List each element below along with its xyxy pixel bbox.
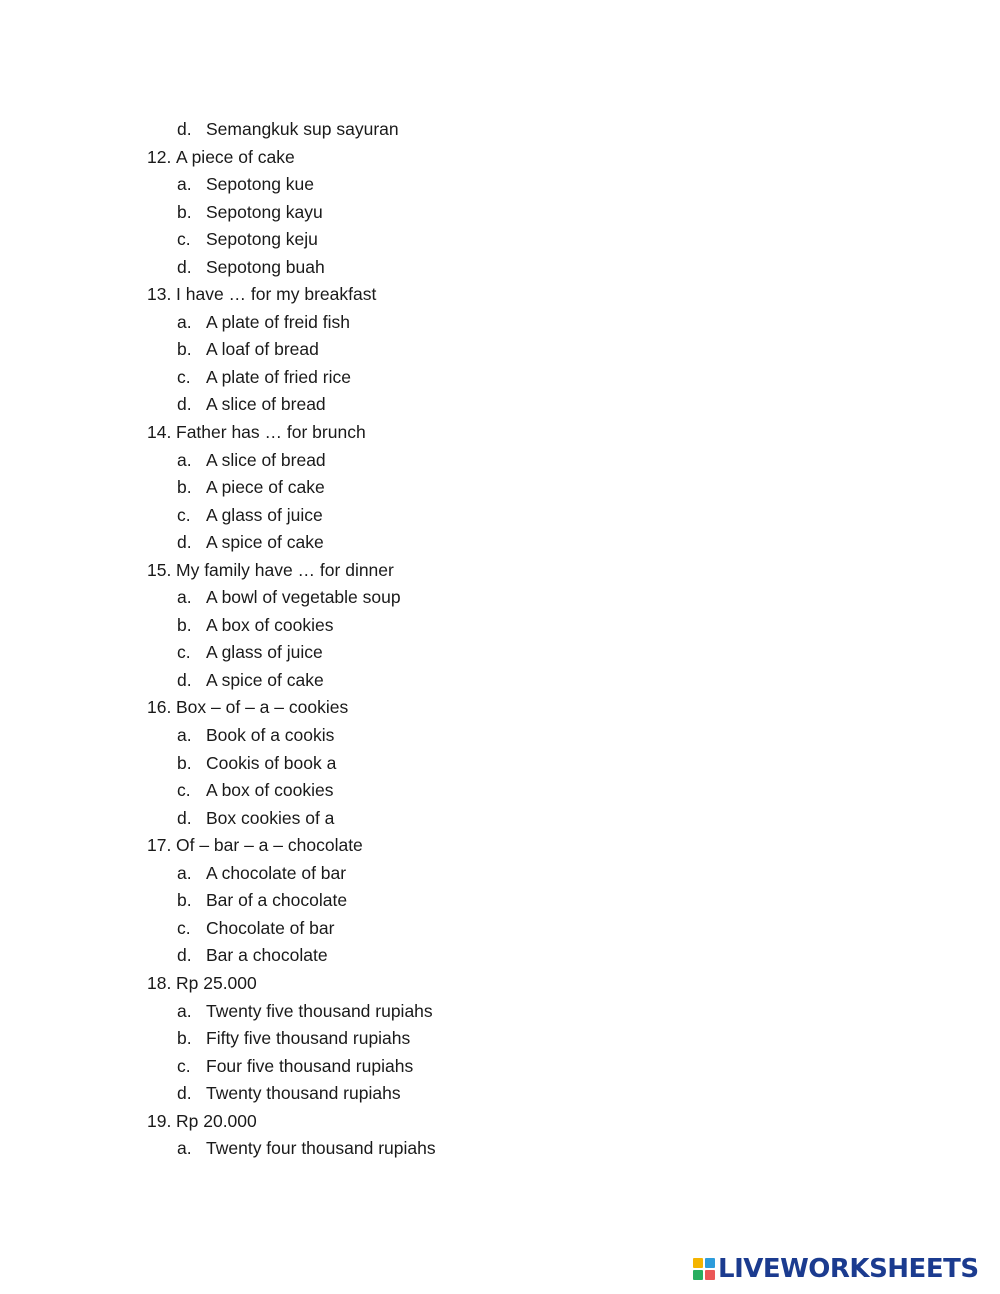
option-text: Semangkuk sup sayuran	[206, 119, 399, 139]
option-letter: d.	[177, 119, 192, 139]
answer-option	[0, 1025, 1000, 1053]
option-text: Sepotong kue	[206, 174, 315, 195]
answer-option	[0, 502, 1000, 530]
answer-option	[0, 805, 1000, 833]
option-letter: c.	[177, 780, 191, 801]
question-line	[0, 557, 1000, 585]
question-number: 17.	[147, 835, 172, 856]
answer-option	[0, 887, 1000, 915]
question-text: Box – of – a – cookies	[176, 697, 349, 718]
option-text: A glass of juice	[206, 642, 323, 663]
option-letter: a.	[177, 1000, 192, 1021]
question-text: Of – bar – a – chocolate	[176, 835, 363, 856]
question-text: Rp 20.000	[176, 1110, 257, 1131]
answer-option	[0, 639, 1000, 667]
option-text: Twenty four thousand rupiahs	[206, 1138, 436, 1159]
option-letter: b.	[177, 614, 192, 635]
answer-option	[0, 391, 1000, 419]
option-text: Sepotong keju	[206, 229, 318, 250]
option-letter: c.	[177, 1055, 191, 1076]
question-number: 13.	[147, 284, 172, 305]
option-text: A loaf of bread	[206, 339, 319, 360]
answer-option	[0, 1135, 1000, 1163]
option-letter: d.	[177, 532, 192, 553]
option-letter: a.	[177, 449, 192, 470]
option-text: Book of a cookis	[206, 725, 335, 746]
option-letter: d.	[177, 394, 192, 415]
question-number: 14.	[147, 422, 172, 443]
option-letter: b.	[177, 201, 192, 222]
answer-option	[0, 171, 1000, 199]
option-text: A box of cookies	[206, 780, 334, 801]
option-letter: c.	[177, 504, 191, 525]
option-letter: b.	[177, 752, 192, 773]
option-text: A piece of cake	[206, 477, 325, 498]
option-text: Fifty five thousand rupiahs	[206, 1028, 411, 1049]
answer-option	[0, 529, 1000, 557]
answer-option	[0, 612, 1000, 640]
option-text: Twenty thousand rupiahs	[206, 1083, 401, 1104]
logo-text: LIVEWORKSHEETS	[718, 1254, 979, 1284]
answer-option	[0, 1053, 1000, 1081]
option-text: Box cookies of a	[206, 807, 335, 828]
option-letter: a.	[177, 725, 192, 746]
question-text: My family have … for dinner	[176, 559, 394, 580]
logo-square-icon	[693, 1270, 703, 1280]
option-letter: a.	[177, 174, 192, 195]
option-letter: d.	[177, 1083, 192, 1104]
option-letter: d.	[177, 256, 192, 277]
answer-option	[0, 447, 1000, 475]
option-text: A plate of fried rice	[206, 366, 351, 387]
option-text: A spice of cake	[206, 532, 324, 553]
option-letter: a.	[177, 587, 192, 608]
question-number: 18.	[147, 972, 172, 993]
option-text: A plate of freid fish	[206, 311, 350, 332]
option-text: Sepotong buah	[206, 256, 325, 277]
option-text: A spice of cake	[206, 669, 324, 690]
question-text: I have … for my breakfast	[176, 284, 377, 305]
question-number: 16.	[147, 697, 172, 718]
option-text: Twenty five thousand rupiahs	[206, 1000, 433, 1021]
answer-option	[0, 942, 1000, 970]
option-text: A box of cookies	[206, 614, 334, 635]
option-letter: d.	[177, 807, 192, 828]
answer-option	[0, 860, 1000, 888]
option-text: A glass of juice	[206, 504, 323, 525]
option-letter: b.	[177, 339, 192, 360]
option-text: A chocolate of bar	[206, 862, 347, 883]
question-line	[0, 144, 1000, 172]
answer-option	[0, 584, 1000, 612]
answer-option	[0, 998, 1000, 1026]
option-letter: c.	[177, 366, 191, 387]
question-text: Rp 25.000	[176, 972, 257, 993]
option-letter: c.	[177, 917, 191, 938]
logo-square-icon	[705, 1258, 715, 1268]
question-text: Father has … for brunch	[176, 422, 366, 443]
liveworksheets-logo	[693, 1254, 979, 1284]
question-line	[0, 419, 1000, 447]
answer-option	[0, 364, 1000, 392]
answer-option	[0, 667, 1000, 695]
answer-option	[0, 722, 1000, 750]
answer-option	[0, 226, 1000, 254]
question-text: A piece of cake	[176, 146, 295, 167]
question-line	[0, 832, 1000, 860]
answer-option	[0, 777, 1000, 805]
question-list	[0, 144, 1000, 1163]
option-text: Bar a chocolate	[206, 945, 328, 966]
question-number: 12.	[147, 146, 172, 167]
option-text: Cookis of book a	[206, 752, 337, 773]
answer-option	[0, 474, 1000, 502]
option-letter: c.	[177, 229, 191, 250]
option-letter: a.	[177, 862, 192, 883]
option-text: A bowl of vegetable soup	[206, 587, 401, 608]
option-letter: a.	[177, 311, 192, 332]
question-line	[0, 694, 1000, 722]
logo-square-icon	[693, 1258, 703, 1268]
option-letter: b.	[177, 477, 192, 498]
option-letter: a.	[177, 1138, 192, 1159]
option-text: A slice of bread	[206, 449, 326, 470]
answer-option	[0, 750, 1000, 778]
question-line	[0, 281, 1000, 309]
option-letter: d.	[177, 669, 192, 690]
answer-option	[0, 336, 1000, 364]
answer-option	[0, 254, 1000, 282]
question-line	[0, 1108, 1000, 1136]
option-letter: b.	[177, 1028, 192, 1049]
option-letter: c.	[177, 642, 191, 663]
answer-option	[0, 116, 1000, 144]
question-line	[0, 970, 1000, 998]
answer-option	[0, 309, 1000, 337]
option-text: A slice of bread	[206, 394, 326, 415]
answer-option	[0, 915, 1000, 943]
question-number: 19.	[147, 1110, 172, 1131]
option-text: Chocolate of bar	[206, 917, 335, 938]
option-text: Sepotong kayu	[206, 201, 323, 222]
option-letter: d.	[177, 945, 192, 966]
logo-icon	[693, 1258, 715, 1280]
answer-option	[0, 199, 1000, 227]
answer-option	[0, 1080, 1000, 1108]
option-text: Bar of a chocolate	[206, 890, 348, 911]
option-text: Four five thousand rupiahs	[206, 1055, 414, 1076]
question-number: 15.	[147, 559, 172, 580]
logo-square-icon	[705, 1270, 715, 1280]
option-letter: b.	[177, 890, 192, 911]
worksheet-page	[0, 116, 1000, 1163]
